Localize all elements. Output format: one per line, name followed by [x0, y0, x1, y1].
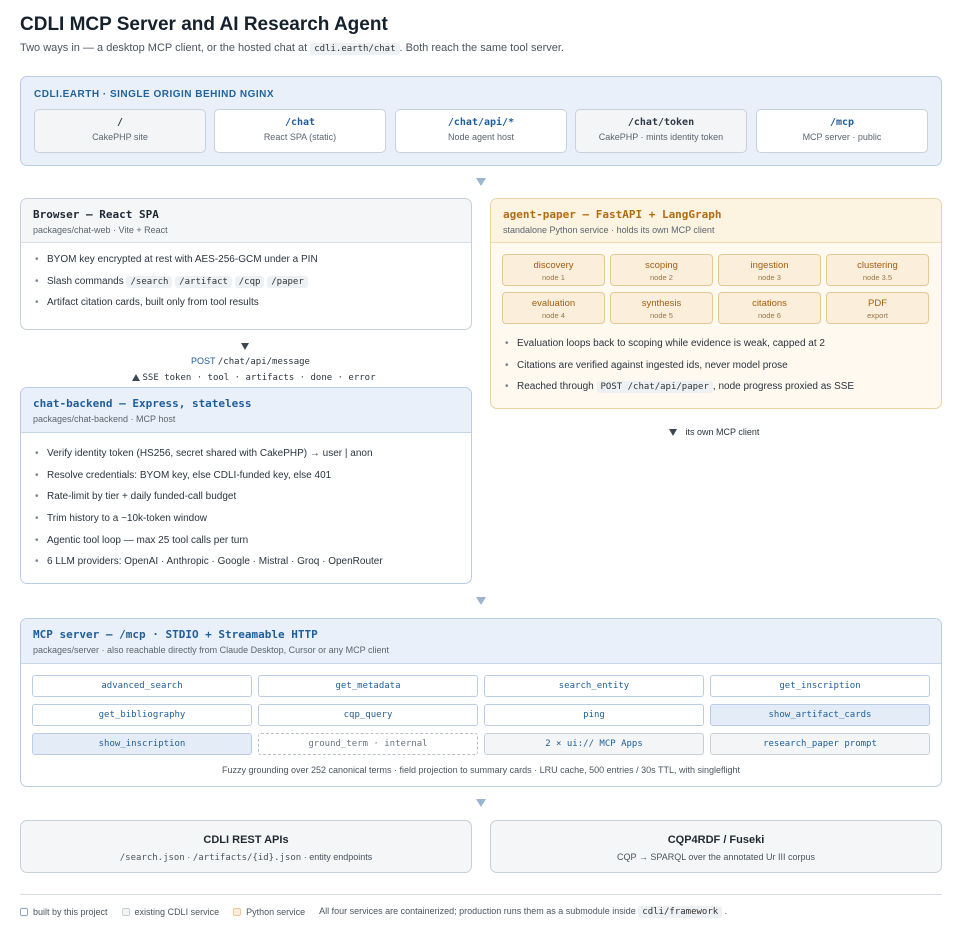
tool-get-inscription: get_inscription: [710, 675, 930, 697]
node-synthesis: synthesis node 5: [610, 292, 713, 324]
swatch-python-icon: [233, 908, 241, 916]
cdli-rest-apis-box: CDLI REST APIs /search.json · /artifacts/{id}.json · entity endpoints: [20, 820, 472, 873]
list-item: • Agentic tool loop — max 25 tool calls per turn: [35, 530, 457, 552]
legend-built: built by this project: [20, 907, 108, 917]
backend-card: [20, 387, 472, 584]
list-item: • Slash commands /search /artifact /cqp /paper: [35, 271, 457, 293]
mcp-subtitle: packages/server · also reachable directly from Claude Desktop, Cursor or any MCP client: [33, 645, 389, 655]
paper-endpoint-code: POST /chat/api/paper: [597, 381, 713, 393]
mcp-footer: Fuzzy grounding over 252 canonical terms · field projection to summary cards · LRU cache, 500 entries / 30s TTL, with singleflight: [221, 765, 741, 775]
legend-divider: [20, 894, 942, 895]
tool-ping: ping: [484, 704, 704, 726]
node-citations: citations node 6: [718, 292, 821, 324]
tool-cqp-query: cqp_query: [258, 704, 478, 726]
legend: [20, 906, 727, 917]
command-artifact: /artifact: [175, 276, 232, 288]
tool-get-metadata: get_metadata: [258, 675, 478, 697]
backend-subtitle: packages/chat-backend · MCP host: [33, 414, 176, 424]
origin-title: CDLI.EARTH · SINGLE ORIGIN BEHIND NGINX: [34, 89, 275, 100]
backend-title: chat-backend — Express, stateless: [33, 397, 252, 410]
route-mcp: /mcp MCP server · public: [756, 109, 928, 153]
list-item: • BYOM key encrypted at rest with AES-256-GCM under a PIN: [35, 249, 457, 271]
node-scoping: scoping node 2: [610, 254, 713, 286]
list-item: • Citations are verified against ingested ids, never model prose: [505, 355, 854, 377]
browser-card: [20, 198, 472, 330]
node-ingestion: ingestion node 3: [718, 254, 821, 286]
command-search: /search: [126, 276, 172, 288]
chat-url-code: cdli.earth/chat: [310, 43, 399, 55]
list-item: • Trim history to a ~10k-token window: [35, 508, 457, 530]
agent-card: [490, 198, 942, 409]
agent-title: agent-paper — FastAPI + LangGraph: [503, 208, 722, 221]
mcp-server-card: [20, 618, 942, 787]
list-item: • Resolve credentials: BYOM key, else CDLI-funded key, else 401: [35, 465, 457, 487]
legend-note: All four services are containerized; production runs them as a submodule inside cdli/framework .: [319, 906, 728, 917]
legend-existing: existing CDLI service: [122, 907, 220, 917]
route-root: / CakePHP site: [34, 109, 206, 153]
command-cqp: /cqp: [235, 276, 265, 288]
browser-subtitle: packages/chat-web · Vite + React: [33, 225, 168, 235]
route-chat-api: /chat/api/* Node agent host: [395, 109, 567, 153]
down-arrow-icon: [669, 429, 677, 436]
tool-get-bibliography: get_bibliography: [32, 704, 252, 726]
arrow-down-icon: [476, 597, 486, 605]
arrow-down-icon: [476, 178, 486, 186]
swatch-existing-icon: [122, 908, 130, 916]
legend-python: Python service: [233, 907, 305, 917]
list-item: • 6 LLM providers: OpenAI · Anthropic · Google · Mistral · Groq · OpenRouter: [35, 551, 457, 573]
tool-show-inscription: show_inscription: [32, 733, 252, 755]
framework-code: cdli/framework: [638, 906, 722, 918]
route-chat: /chat React SPA (static): [214, 109, 386, 153]
route-chat-token: /chat/token CakePHP · mints identity token: [575, 109, 747, 153]
list-item: • Verify identity token (HS256, secret shared with CakePHP) → user | anon: [35, 443, 457, 465]
tool-ground-term: ground_term · internal: [258, 733, 478, 755]
page-title: CDLI MCP Server and AI Research Agent: [20, 14, 388, 35]
list-item: • Rate-limit by tier + daily funded-call budget: [35, 486, 457, 508]
origin-panel: [20, 76, 942, 166]
up-arrow-icon: [132, 374, 140, 381]
down-arrow-icon: [241, 341, 249, 351]
node-evaluation: evaluation node 4: [502, 292, 605, 324]
list-item: • Evaluation loops back to scoping while evidence is weak, capped at 2: [505, 333, 854, 355]
node-pdf: PDF export: [826, 292, 929, 324]
swatch-built-icon: [20, 908, 28, 916]
tool-search-entity: search_entity: [484, 675, 704, 697]
command-paper: /paper: [267, 276, 308, 288]
agent-subtitle: standalone Python service · holds its own MCP client: [503, 225, 715, 235]
tool-research-paper-prompt: research_paper prompt: [710, 733, 930, 755]
list-item: • Artifact citation cards, built only from tool results: [35, 292, 457, 314]
node-discovery: discovery node 1: [502, 254, 605, 286]
post-message-label: POST /chat/api/message: [191, 356, 310, 367]
tool-mcp-apps: 2 × ui:// MCP Apps: [484, 733, 704, 755]
tool-show-artifact-cards: show_artifact_cards: [710, 704, 930, 726]
page-subtitle: Two ways in — a desktop MCP client, or the hosted chat at cdli.earth/chat . Both reach the same tool server.: [20, 42, 564, 54]
mcp-title: MCP server — /mcp · STDIO + Streamable HTTP: [33, 628, 318, 641]
node-clustering: clustering node 3.5: [826, 254, 929, 286]
cqp4rdf-box: CQP4RDF / Fuseki CQP → SPARQL over the annotated Ur III corpus: [490, 820, 942, 873]
list-item: • Reached through POST /chat/api/paper , node progress proxied as SSE: [505, 376, 854, 398]
browser-title: Browser — React SPA: [33, 208, 159, 221]
tool-advanced-search: advanced_search: [32, 675, 252, 697]
sse-label: SSE token · tool · artifacts · done · error: [132, 372, 376, 383]
arrow-down-icon: [476, 799, 486, 807]
agent-mcp-client-label: its own MCP client: [669, 427, 759, 437]
